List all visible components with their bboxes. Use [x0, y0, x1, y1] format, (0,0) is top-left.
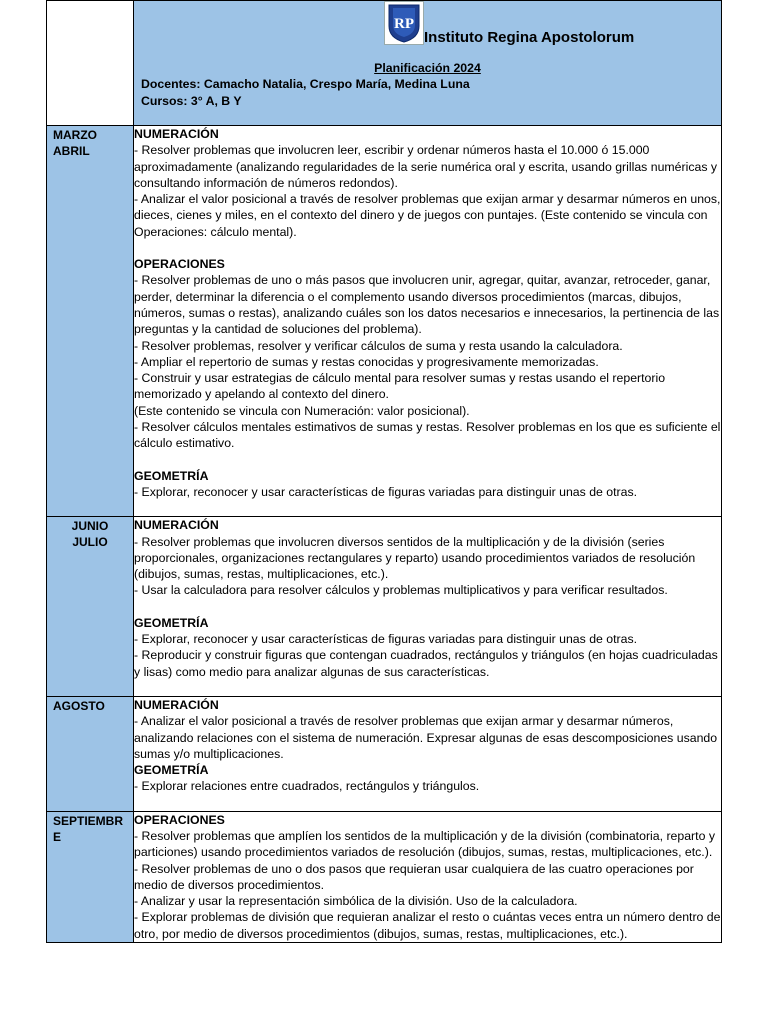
block-heading: GEOMETRÍA [134, 615, 209, 630]
section-row-marzo-abril [47, 126, 722, 517]
month-label: JUNIO JULIO [71, 519, 109, 550]
section-row-agosto [47, 696, 722, 811]
content-item: - Analizar el valor posicional a través de resolver problemas que exijan armar y desarmar números en unos, dieces, cienes y miles, en el contexto del dinero y de juegos con puntajes. (Este contenido se vincula con Operaciones: cálculo mental). [134, 192, 721, 239]
content-cell [134, 696, 722, 811]
content-item: (Este contenido se vincula con Numeración: valor posicional). [134, 403, 470, 418]
plan-title: Planificación 2024 [374, 61, 481, 75]
month-label: AGOSTO [53, 698, 105, 713]
institution-name: Instituto Regina Apostolorum [424, 29, 635, 46]
content-item: - Analizar y usar la representación simbólica de la división. Uso de la calculadora. [134, 894, 578, 909]
content-item: - Resolver problemas que involucren diversos sentidos de la multiplicación y de la división (series proporcionales, organizaciones rectangulares y reparto) usando procedimientos variados de resolución (dibujos, sumas, restas, multiplicaciones, etc.). [134, 534, 696, 582]
content-item: - Resolver problemas de uno o dos pasos que requieran usar cualquiera de las cuatro operaciones por medio de diversos procedimientos. [134, 861, 694, 892]
content-item: - Explorar problemas de división que requieran analizar el resto o cuántas veces entra un número dentro de otro, por medio de diversos procedimientos (dibujos, sumas, restas, multiplicaciones, etc.). [134, 910, 721, 941]
section-row-septiembre [47, 811, 722, 942]
content-item: - Usar la calculadora para resolver cálculos y problemas multiplicativos y para verificar resultados. [134, 583, 668, 598]
content-cell [134, 126, 722, 517]
teachers-line: Docentes: Camacho Natalia, Crespo María, Medina Luna [141, 77, 470, 91]
content-item: - Analizar el valor posicional a través de resolver problemas que exijan armar y desarmar números, analizando relaciones con el sistema de numeración. Expresar algunas de esas descomposiciones usando sumas y/o multiplicaciones. [134, 714, 718, 761]
content-item: - Reproducir y construir figuras que contengan cuadrados, rectángulos y triángulos (en hojas cuadriculadas y lisas) como medio para analizar algunas de sus características. [134, 648, 718, 679]
content-item: - Construir y usar estrategias de cálculo mental para resolver sumas y restas usando el repertorio memorizado y apelando al contexto del dinero. [134, 371, 666, 402]
month-cell [47, 126, 134, 517]
content-item: - Resolver problemas de uno o más pasos que involucren unir, agregar, quitar, avanzar, retroceder, ganar, perder, determinar la diferencia o el complemento usando diversos procedimientos (marcas, dibujos, números, sumas o restas), analizando cuáles son los datos necesarios e innecesarios, la pertinencia de las preguntas y la cantidad de soluciones del problema). [134, 273, 720, 337]
content-item: - Ampliar el repertorio de sumas y restas conocidas y progresivamente memorizadas. [134, 354, 599, 369]
block-heading: OPERACIONES [134, 257, 225, 272]
month-cell [47, 517, 134, 697]
content-item: - Resolver problemas, resolver y verificar cálculos de suma y resta usando la calculadora. [134, 338, 623, 353]
month-cell [47, 696, 134, 811]
month-cell [47, 811, 134, 942]
courses-line: Cursos: 3° A, B Y [141, 94, 242, 108]
content-item: - Resolver problemas que involucren leer, escribir y ordenar números hasta el 10.000 ó 15.000 aproximadamente (analizando regularidades de la serie numérica oral y escrita, usando grillas numéricas y consultando información de números redondos). [134, 143, 718, 190]
header-cell [134, 1, 722, 126]
content-item: - Resolver cálculos mentales estimativos de sumas y restas. Resolver problemas en los que es suficiente el cálculo estimativo. [134, 420, 721, 451]
content-item: - Explorar relaciones entre cuadrados, rectángulos y triángulos. [134, 779, 480, 794]
logo-monogram: RP [394, 16, 414, 32]
header-row [47, 1, 722, 126]
content-cell [134, 811, 722, 942]
block-heading: NUMERACIÓN [134, 127, 219, 141]
block-heading: NUMERACIÓN [134, 518, 219, 533]
content-cell [134, 517, 722, 697]
content-item: - Explorar, reconocer y usar características de figuras variadas para distinguir unas de otras. [134, 484, 638, 499]
content-item: - Resolver problemas que amplíen los sentidos de la multiplicación y de la división (combinatoria, reparto y particiones) usando procedimientos variados de resolución (dibujos, sumas, restas, multiplicaciones, etc.). [134, 828, 715, 860]
planning-table [46, 0, 722, 943]
block-heading: NUMERACIÓN [134, 697, 219, 712]
block-heading: GEOMETRÍA [134, 468, 209, 483]
block-heading: GEOMETRÍA [134, 763, 209, 778]
header-blank-cell [47, 1, 134, 126]
content-item: - Explorar, reconocer y usar características de figuras variadas para distinguir unas de otras. [134, 632, 638, 647]
month-label: MARZO ABRIL [53, 128, 97, 158]
month-label: SEPTIEMBRE [53, 813, 124, 844]
block-heading: OPERACIONES [134, 812, 225, 827]
section-row-junio-julio [47, 517, 722, 697]
school-logo-icon [384, 1, 424, 45]
